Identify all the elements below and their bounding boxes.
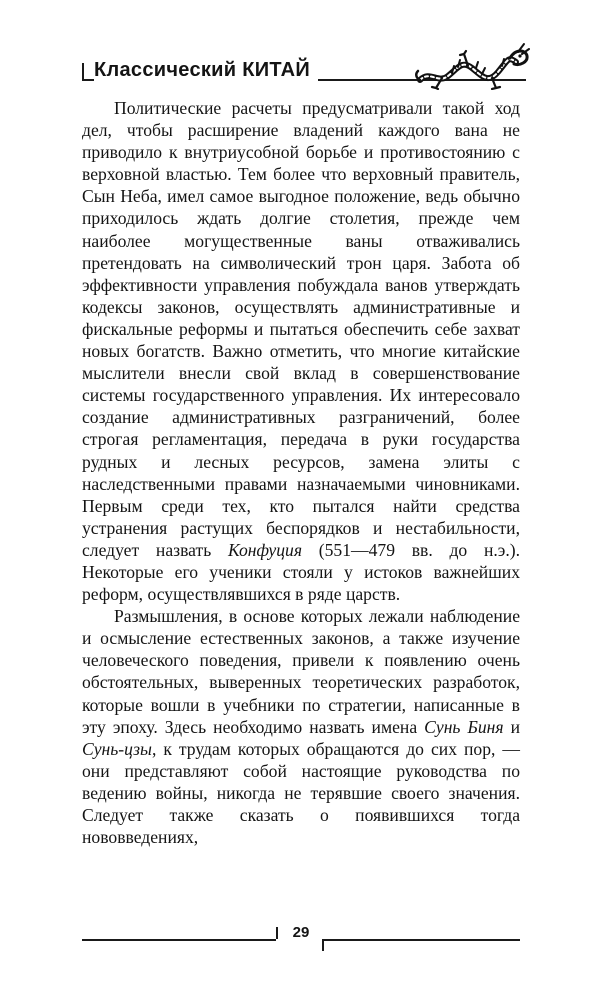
running-header (0, 0, 600, 90)
name-confucius: Конфуция (227, 539, 303, 560)
footer-rule-right (324, 939, 520, 941)
footer-rule-left (82, 939, 276, 941)
name-sun-tzu: Сунь-цзы (82, 738, 152, 759)
page-number: 29 (292, 924, 310, 941)
dragon-icon (412, 40, 530, 90)
header-tick (82, 63, 84, 81)
paragraph-1: Политические расчеты предусматривали такой ход дел, чтобы расширение владений каждого вана не приводило к внутриусобной борьбе и противостоянию с верховной властью. Тем более что верховный правитель, Сын Неба, имел самое выгодное положение, ведь обычно приходилось ждать долгие столетия, прежде чем наиболее могущественные ваны отваживались претендовать на символический трон царя. Забота об эффективности управления побуждала ванов утверждать кодексы законов, осуществлять административные и фискальные реформы и пытаться обеспечить себе захват новых богатств. Важно отметить, что многие китайские мыслители внесли свой вклад в совершенствование системы государственного управления. Их интересовало создание административных разграничений, более строгая регламентация, передача в руки государства рудных и лесных ресурсов, замена элиты с наследственными правами назначаемыми чиновниками. Первым среди тех, кто пытался найти средства устранения растущих беспорядков и нестабильности, следует назвать Конфуция (551—479 вв. до н.э.). Некоторые его ученики стояли у истоков важнейших реформ, осуществлявшихся в ряде царств. (82, 98, 520, 605)
name-sun-bin: Сунь Биня (424, 716, 504, 737)
paragraph-2: Размышления, в основе которых лежали наблюдение и осмысление естественных законов, а также изучение человеческого поведения, привели к появлению очень обстоятельных, выверенных теоретических разработок, которые вошли в учебники по стратегии, написанные в эту эпоху. Здесь необходимо назвать имена Сунь Биня и Сунь-цзы, к трудам которых обращаются до сих пор, — они представляют собой настоящие руководства по ведению войны, никогда не терявшие своего значения. Следует также сказать о появившихся тогда нововведениях, (82, 606, 520, 848)
main-text (82, 97, 520, 848)
running-title: Классический КИТАЙ (94, 58, 318, 82)
